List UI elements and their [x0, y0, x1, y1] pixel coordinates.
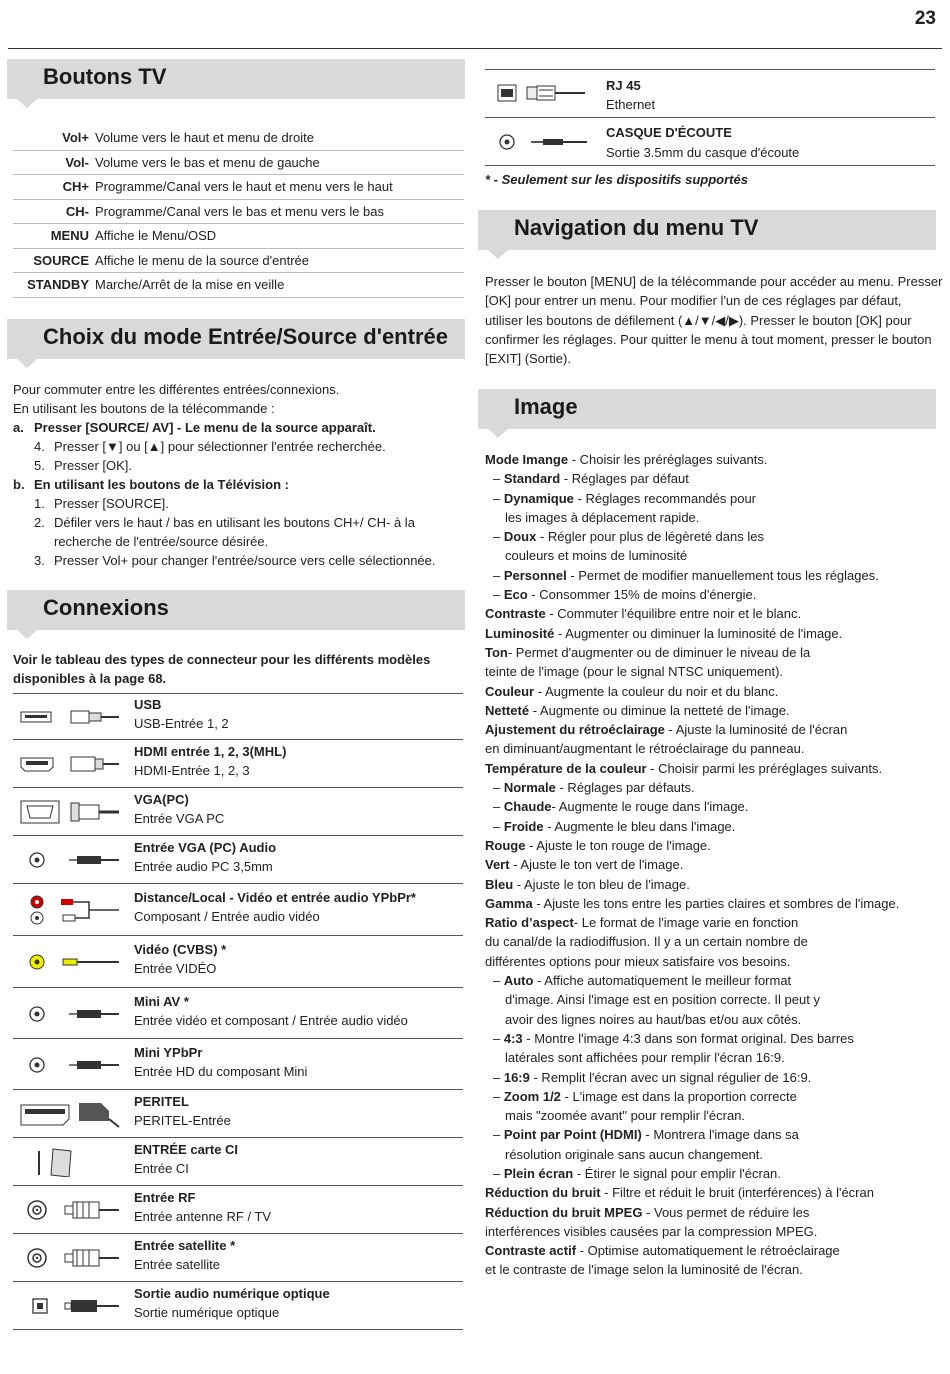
image-title: Image	[514, 394, 578, 419]
connector-row	[13, 693, 463, 740]
connector-row	[13, 836, 463, 884]
a-label: a.	[13, 420, 24, 435]
image-term: Normale	[503, 780, 556, 796]
tv-button-key: MENU	[50, 228, 89, 244]
headphone-desc: Sortie 3.5mm du casque d'écoute	[606, 145, 800, 160]
connector-name: Mini YPbPr	[134, 1044, 203, 1060]
dash: –	[493, 471, 504, 487]
image-desc: - Étirer le signal pour emplir l'écran.	[573, 1165, 781, 1181]
image-term: Mode Imange	[485, 452, 569, 467]
image-desc: - Choisir parmi les préréglages suivants.	[646, 760, 883, 776]
b-text: En utilisant les boutons de la Télévision :	[34, 477, 289, 492]
image-line	[485, 1048, 899, 1067]
image-line	[485, 701, 899, 720]
connector-row	[13, 988, 463, 1039]
image-line	[485, 1010, 899, 1029]
source-banner	[7, 319, 465, 359]
tv-button-desc: Affiche le Menu/OSD	[95, 228, 217, 244]
image-line	[485, 1145, 899, 1164]
image-line	[485, 1164, 899, 1183]
image-term: Ratio d’aspect	[485, 915, 574, 931]
connector-desc: Entrée audio PC 3,5mm	[134, 859, 273, 874]
image-term: Doux	[503, 529, 537, 545]
image-line	[485, 469, 899, 488]
image-desc: couleurs et moins de luminosité	[505, 548, 688, 564]
image-term: Ajustement du rétroéclairage	[485, 722, 665, 738]
tv-button-key: CH-	[65, 203, 89, 219]
nav-line: [EXIT] (Sortie).	[485, 351, 571, 367]
image-line	[485, 817, 899, 836]
image-desc: - Ajuste le ton rouge de l'image.	[525, 837, 711, 853]
connector-desc: Composant / Entrée audio vidéo	[134, 909, 320, 924]
image-line	[485, 875, 899, 894]
image-desc: - Choisir les préréglages suivants.	[568, 452, 768, 467]
connexions-title: Connexions	[43, 595, 169, 620]
tv-button-desc: Affiche le menu de la source d'entrée	[95, 252, 309, 268]
image-desc: - L'image est dans la proportion correcte	[560, 1088, 797, 1104]
image-term: Personnel	[503, 567, 567, 583]
connector-name: Vidéo (CVBS) *	[134, 942, 227, 957]
image-desc: les images à déplacement rapide.	[505, 509, 700, 525]
tv-buttons-banner	[7, 59, 465, 99]
connector-name: ENTRÉE carte CI	[134, 1142, 239, 1157]
image-line	[485, 894, 899, 913]
connector-name: Mini AV *	[134, 993, 189, 1009]
dash: –	[493, 780, 504, 796]
dash: –	[493, 1127, 504, 1143]
image-term: Auto	[503, 973, 534, 989]
image-desc: - Consommer 15% de moins d'énergie.	[527, 587, 757, 603]
image-line	[485, 990, 899, 1009]
tv-button-row	[13, 224, 464, 249]
nav-banner	[478, 210, 936, 250]
dash: –	[493, 973, 504, 989]
image-line	[485, 1222, 899, 1241]
audio-jack-icon	[19, 845, 124, 875]
rca-video-icon	[19, 947, 124, 977]
image-term: Dynamique	[503, 490, 574, 506]
list-item	[13, 551, 468, 570]
image-line	[485, 759, 899, 778]
connector-desc: HDMI-Entrée 1, 2, 3	[134, 763, 250, 778]
image-line	[485, 682, 899, 701]
image-line	[485, 527, 899, 546]
image-line	[485, 778, 899, 797]
image-desc: interférences visibles causées par la compression MPEG.	[485, 1223, 818, 1239]
image-desc: - Montrera l'image dans sa	[641, 1127, 799, 1143]
tv-button-key: SOURCE	[33, 252, 89, 268]
image-desc: - Filtre et réduit le bruit (interférences) à l'écran	[600, 1185, 874, 1201]
usb-icon	[19, 702, 124, 732]
connector-name: USB	[134, 696, 162, 712]
tv-button-row	[13, 175, 464, 200]
image-term: Plein écran	[503, 1165, 574, 1181]
image-line	[485, 739, 899, 758]
right-connector-table	[485, 69, 935, 166]
image-line	[485, 932, 899, 951]
image-line	[485, 585, 899, 604]
tv-button-desc: Volume vers le bas et menu de gauche	[95, 154, 320, 170]
image-desc: - Commuter l'équilibre entre noir et le blanc.	[545, 606, 802, 622]
image-term: Eco	[503, 587, 528, 603]
image-line	[485, 662, 899, 681]
dash: –	[493, 587, 504, 603]
image-desc: - Ajuste le ton bleu de l'image.	[513, 876, 690, 892]
image-desc: - Réglages par défauts.	[555, 780, 695, 796]
ci-card-icon	[19, 1147, 124, 1177]
tv-button-key: STANDBY	[27, 277, 89, 293]
tv-button-desc: Marche/Arrêt de la mise en veille	[95, 277, 285, 293]
image-line	[485, 1241, 899, 1260]
a-text: Presser [SOURCE/ AV] - Le menu de la source apparaît.	[34, 420, 376, 435]
connector-desc: Entrée CI	[134, 1161, 189, 1176]
rj45-desc: Ethernet	[606, 97, 656, 112]
rca-audio-icon	[19, 895, 124, 925]
list-item	[13, 437, 468, 456]
image-term: Contraste	[485, 606, 546, 622]
a-items	[13, 437, 468, 475]
image-line	[485, 952, 899, 971]
image-line	[485, 450, 899, 469]
image-line	[485, 797, 899, 816]
image-term: 4:3	[503, 1030, 523, 1046]
mini-av-icon	[19, 999, 124, 1029]
image-term: Vert	[485, 857, 510, 873]
image-desc: - Augmente le bleu dans l'image.	[543, 818, 736, 834]
connector-desc: Entrée satellite	[134, 1257, 220, 1272]
connector-row	[13, 1090, 463, 1138]
dash: –	[493, 1069, 504, 1085]
image-line	[485, 836, 899, 855]
connector-name: Entrée satellite *	[134, 1238, 236, 1253]
image-desc: d'image. Ainsi l'image est en position correcte. Il peut y	[505, 992, 820, 1008]
list-text: recherche de l'entrée/source désirée.	[54, 534, 269, 549]
dash: –	[493, 799, 504, 815]
image-desc: - Permet d'augmenter ou de diminuer le niveau de la	[507, 644, 811, 660]
connector-row	[13, 884, 463, 936]
nav-line: utiliser les boutons de défilement (▲/▼/◀/▶). Presser le bouton [OK] pour	[485, 312, 912, 328]
image-term: Netteté	[485, 702, 530, 718]
image-desc: - Augmenter ou diminuer la luminosité de l'image.	[554, 625, 843, 641]
headphone-name: CASQUE D'ÉCOUTE	[606, 125, 732, 140]
connector-name: Entrée RF	[134, 1190, 196, 1205]
image-term: Bleu	[485, 876, 514, 892]
tv-button-desc: Programme/Canal vers le bas et menu vers le bas	[95, 203, 385, 219]
list-item	[13, 456, 468, 475]
image-desc: - Augmente le rouge dans l'image.	[551, 799, 749, 815]
tv-button-key: Vol-	[65, 154, 89, 170]
image-desc: - Montre l'image 4:3 dans son format original. Des barres	[522, 1030, 854, 1046]
list-text: Presser Vol+ pour changer l'entrée/source vers celle sélectionnée.	[54, 553, 436, 568]
tv-button-row	[13, 273, 464, 298]
image-term: Couleur	[485, 683, 535, 699]
image-text	[485, 450, 899, 1280]
image-line	[485, 1029, 899, 1048]
connector-desc: Entrée vidéo et composant / Entrée audio vidéo	[134, 1012, 408, 1028]
image-term: Gamma	[485, 895, 533, 911]
connexions-banner	[7, 590, 465, 630]
list-item	[13, 513, 468, 532]
connector-row	[13, 1282, 463, 1330]
hdmi-icon	[19, 749, 124, 779]
image-term: Réduction du bruit MPEG	[485, 1204, 643, 1220]
page-number: 23	[914, 8, 936, 29]
connector-desc: Entrée VIDÉO	[134, 961, 217, 976]
image-line	[485, 508, 899, 527]
connexions-intro	[13, 650, 430, 688]
image-line	[485, 1106, 899, 1125]
image-line	[485, 855, 899, 874]
connector-row	[13, 936, 463, 988]
satellite-icon	[19, 1243, 124, 1273]
connector-desc: PERITEL-Entrée	[134, 1113, 231, 1128]
image-desc: avoir des lignes noires au haut/bas et/ou aux côtés.	[505, 1011, 802, 1027]
nav-text	[485, 272, 942, 368]
connector-name: Distance/Local - Vidéo et entrée audio YPbPr*	[134, 890, 416, 905]
image-line	[485, 1087, 899, 1106]
list-text: Presser [SOURCE].	[54, 496, 169, 511]
image-desc: - Le format de l'image varie en fonction	[573, 915, 799, 931]
image-desc: - Régler pour plus de légèreté dans les	[536, 529, 764, 545]
image-term: 16:9	[503, 1069, 530, 1085]
footnote: * - Seulement sur les dispositifs supportés	[485, 172, 748, 187]
image-term: Point par Point (HDMI)	[503, 1127, 642, 1143]
tv-button-desc: Volume vers le haut et menu de droite	[95, 130, 314, 146]
list-number: 3.	[34, 553, 45, 568]
tv-button-row	[13, 249, 464, 274]
image-line	[485, 624, 899, 643]
b-items	[13, 494, 468, 570]
tv-button-row	[13, 200, 464, 225]
dash: –	[493, 818, 504, 834]
image-desc: - Ajuste la luminosité de l'écran	[664, 722, 848, 738]
connexions-intro-2: disponibles à la page 68.	[13, 671, 167, 686]
connector-row	[485, 118, 935, 166]
image-desc: - Ajuste le ton vert de l'image.	[509, 857, 684, 873]
source-intro-2: En utilisant les boutons de la télécommande :	[13, 401, 275, 416]
image-desc: - Remplit l'écran avec un signal régulier de 16:9.	[529, 1069, 812, 1085]
tv-button-key: CH+	[62, 179, 89, 195]
nav-line: Presser le bouton [MENU] de la télécommande pour accéder au menu. Presser	[485, 274, 943, 289]
image-desc: - Optimise automatiquement le rétroéclairage	[576, 1243, 840, 1259]
image-line	[485, 643, 899, 662]
image-term: Contraste actif	[485, 1243, 577, 1259]
image-desc: du canal/de la radiodiffusion. Il y a un certain nombre de	[485, 934, 808, 950]
connector-row	[13, 740, 463, 788]
image-line	[485, 1260, 899, 1279]
image-desc: - Augmente la couleur du noir et du blanc.	[534, 683, 779, 699]
image-term: Ton	[485, 644, 508, 660]
connector-name: PERITEL	[134, 1094, 189, 1109]
image-desc: - Permet de modifier manuellement tous les réglages.	[566, 567, 879, 583]
dash: –	[493, 490, 504, 506]
image-term: Froide	[503, 818, 544, 834]
tv-button-row	[13, 126, 464, 151]
image-line	[485, 566, 899, 585]
dash: –	[493, 529, 504, 545]
optical-icon	[19, 1291, 124, 1321]
source-intro-1: Pour commuter entre les différentes entrées/connexions.	[13, 382, 340, 397]
list-number: 5.	[34, 458, 45, 473]
image-desc: mais "zoomée avant" pour remplir l'écran.	[505, 1108, 746, 1124]
connector-name: Entrée VGA (PC) Audio	[134, 840, 277, 855]
image-line	[485, 971, 899, 990]
image-line	[485, 1203, 899, 1222]
image-banner	[478, 389, 936, 429]
image-desc: - Affiche automatiquement le meilleur format	[533, 973, 792, 989]
connector-name: VGA(PC)	[134, 792, 189, 807]
image-desc: teinte de l'image (pour le signal NTSC uniquement).	[485, 664, 784, 680]
ethernet-icon	[497, 83, 587, 105]
tv-button-row	[13, 151, 464, 176]
vga-icon	[19, 797, 124, 827]
connector-row	[13, 788, 463, 836]
nav-title: Navigation du menu TV	[514, 215, 759, 240]
connector-row	[13, 1039, 463, 1090]
image-term: Zoom 1/2	[503, 1088, 561, 1104]
image-desc: latérales sont affichées pour remplir l'écran 16:9.	[505, 1050, 785, 1066]
image-term: Rouge	[485, 837, 526, 853]
list-number: 1.	[34, 496, 45, 511]
image-line	[485, 1068, 899, 1087]
image-line	[485, 604, 899, 623]
connector-row	[13, 1234, 463, 1282]
image-desc: - Ajuste les tons entre les parties claires et sombres de l'image.	[532, 895, 900, 911]
list-text: Presser [▼] ou [▲] pour sélectionner l'entrée recherchée.	[54, 439, 386, 454]
source-title: Choix du mode Entrée/Source d'entrée	[43, 324, 448, 349]
rj45-name: RJ 45	[606, 78, 641, 93]
tv-button-desc: Programme/Canal vers le haut et menu vers le haut	[95, 179, 393, 195]
image-line	[485, 489, 899, 508]
list-number: 4.	[34, 439, 45, 454]
dash: –	[493, 1030, 504, 1046]
connector-desc: Entrée antenne RF / TV	[134, 1209, 272, 1224]
image-desc: en diminuant/augmentant le rétroéclairage du panneau.	[485, 741, 805, 757]
dash: –	[493, 1165, 504, 1181]
source-section	[13, 380, 468, 570]
image-line	[485, 546, 899, 565]
image-term: Réduction du bruit	[485, 1185, 601, 1201]
top-rule	[8, 48, 942, 49]
image-desc: - Vous permet de réduire les	[642, 1204, 810, 1220]
dash: –	[493, 567, 504, 583]
image-term: Chaude	[503, 799, 552, 815]
connector-desc: Entrée VGA PC	[134, 811, 225, 826]
image-line	[485, 1183, 899, 1202]
image-desc: et le contraste de l'image selon la luminosité de l'écran.	[485, 1262, 803, 1278]
image-term: Luminosité	[485, 625, 555, 641]
connector-desc: Entrée HD du composant Mini	[134, 1063, 308, 1079]
image-line	[485, 720, 899, 739]
connector-name: Sortie audio numérique optique	[134, 1286, 330, 1301]
rf-icon	[19, 1195, 124, 1225]
dash: –	[493, 1088, 504, 1104]
image-desc: - Réglages par défaut	[560, 471, 689, 487]
list-item	[13, 532, 468, 551]
image-term: Température de la couleur	[485, 760, 647, 776]
image-desc: - Augmente ou diminue la netteté de l'image.	[529, 702, 790, 718]
headphone-icon	[499, 132, 589, 152]
tv-buttons-title: Boutons TV	[43, 64, 167, 89]
connector-row	[13, 1138, 463, 1186]
nav-line: [OK] pour entrer un menu. Pour modifier l'un de ces réglages par défaut,	[485, 293, 902, 309]
image-desc: différentes options pour mieux satisfaire vos besoins.	[485, 953, 791, 969]
connector-desc: USB-Entrée 1, 2	[134, 715, 229, 731]
image-line	[485, 1125, 899, 1144]
scart-icon	[19, 1099, 124, 1129]
image-term: Standard	[503, 471, 561, 487]
connector-name: HDMI entrée 1, 2, 3(MHL)	[134, 744, 287, 759]
connector-row	[13, 1186, 463, 1234]
connector-row	[485, 70, 935, 118]
tv-button-key: Vol+	[62, 130, 89, 146]
image-line	[485, 913, 899, 932]
image-desc: résolution originale sans aucun changement.	[505, 1146, 764, 1162]
mini-ypbpr-icon	[19, 1050, 124, 1080]
list-item	[13, 494, 468, 513]
list-text: Presser [OK].	[54, 458, 133, 473]
b-label: b.	[13, 477, 25, 492]
connector-desc: Sortie numérique optique	[134, 1305, 280, 1320]
list-number: 2.	[34, 515, 45, 530]
connexions-intro-1: Voir le tableau des types de connecteur pour les différents modèles	[13, 652, 431, 667]
list-text: Défiler vers le haut / bas en utilisant les boutons CH+/ CH- à la	[54, 515, 415, 530]
image-desc: - Réglages recommandés pour	[573, 490, 757, 506]
nav-line: confirmer les réglages. Pour quitter le menu à tout moment, presser le bouton	[485, 331, 932, 347]
